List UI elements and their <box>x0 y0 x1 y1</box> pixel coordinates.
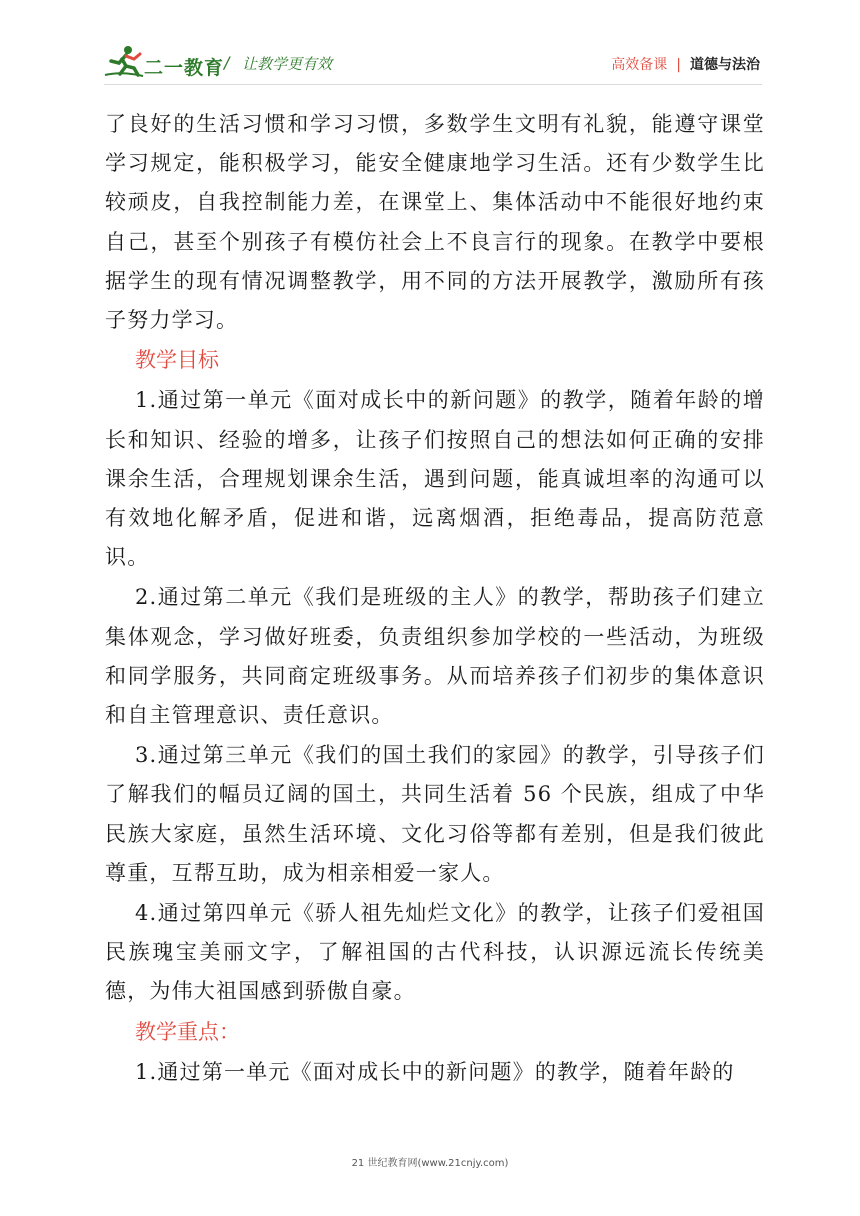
goal-paragraph-2: 2.通过第二单元《我们是班级的主人》的教学，帮助孩子们建立集体观念，学习做好班委，负责组织参加学校的一些活动，为班级和同学服务，共同商定班级事务。从而培养孩子们初步的集体意识和自主管理意识、责任意识。 <box>105 585 765 728</box>
header-subject: 道德与法治 <box>690 57 760 73</box>
section-heading-goals: 教学目标 <box>135 348 219 373</box>
keypoint-paragraph-1: 1.通过第一单元《面对成长中的新问题》的教学，随着年龄的 <box>135 1059 735 1084</box>
logo[interactable] <box>104 44 254 84</box>
goal-paragraph-1: 1.通过第一单元《面对成长中的新问题》的教学，随着年龄的增长和知识、经验的增多，让孩子们按照自己的想法如何正确的安排课余生活，合理规划课余生活，遇到问题，能真诚坦率的沟通可以有效地化解矛盾，促进和谐，远离烟酒，拒绝毒品，提高防范意识。 <box>105 388 765 570</box>
goal-paragraph-3: 3.通过第三单元《我们的国土我们的家园》的教学，引导孩子们了解我们的幅员辽阔的国土，共同生活着 56 个民族，组成了中华民族大家庭，虽然生活环境、文化习俗等都有差别，但是我们彼此尊重，互帮互助，成为相亲相爱一家人。 <box>105 743 765 885</box>
header-divider-line <box>104 84 762 85</box>
header-category <box>611 54 760 74</box>
slogan-divider: / <box>224 53 230 72</box>
section-heading-keypoints: 教学重点： <box>135 1019 240 1044</box>
runner-logo-icon <box>104 44 144 78</box>
page-footer: 21 世纪教育网(www.21cnjy.com) <box>351 1158 509 1169</box>
goal-paragraph-4: 4.通过第四单元《骄人祖先灿烂文化》的教学，让孩子们爱祖国民族瑰宝美丽文字，了解祖国的古代科技，认识源远流长传统美德，为伟大祖国感到骄傲自豪。 <box>105 901 765 1004</box>
intro-paragraph: 了良好的生活习惯和学习习惯，多数学生文明有礼貌，能遵守课堂学习规定，能积极学习，能安全健康地学习生活。还有少数学生比较顽皮，自我控制能力差，在课堂上、集体活动中不能很好地约束自己，甚至个别孩子有模仿社会上不良言行的现象。在教学中要根据学生的现有情况调整教学，用不同的方法开展教学，激励所有孩子努力学习。 <box>105 112 765 333</box>
page-header <box>0 0 860 90</box>
logo-text: 二一教育 <box>144 57 225 79</box>
header-divider: | <box>676 57 681 73</box>
header-slogan: 让教学更有效 <box>242 55 333 73</box>
header-tag: 高效备课 <box>611 57 668 73</box>
document-body <box>105 105 765 1093</box>
